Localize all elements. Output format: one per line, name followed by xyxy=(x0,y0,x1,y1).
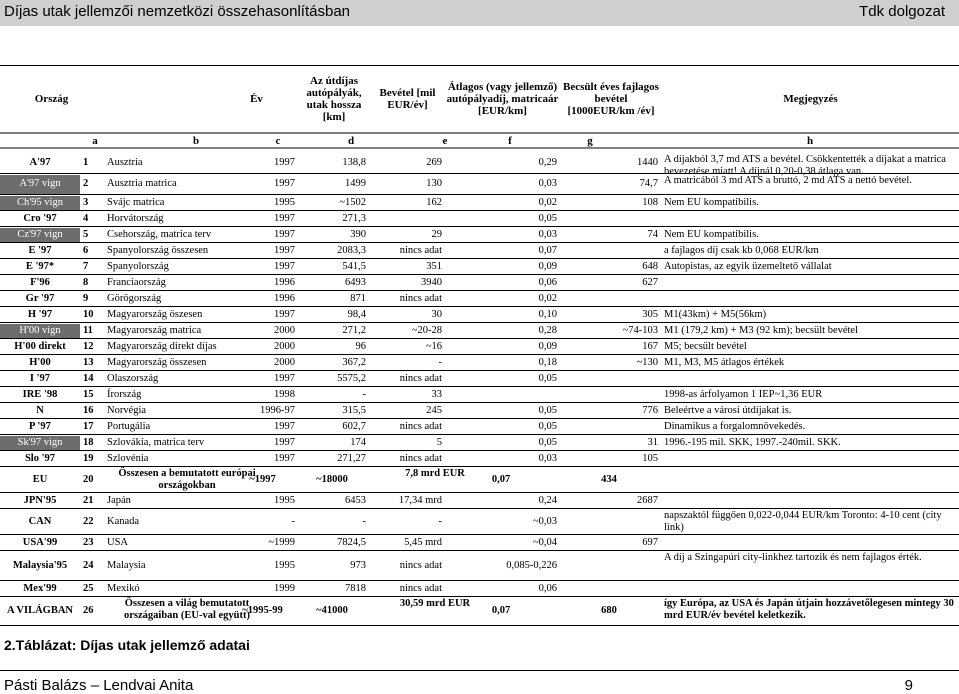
row-country: Magyarország öszesen xyxy=(107,308,203,320)
row-note: A matricából 3 md ATS a bruttó, 2 md ATS a nettó bevétel. xyxy=(664,175,912,186)
row-year: 1997 xyxy=(274,420,295,432)
row-number: 11 xyxy=(83,324,93,336)
row-revenue: 269 xyxy=(426,157,442,168)
row-income: 2687 xyxy=(637,494,658,506)
row-number: 19 xyxy=(83,452,94,464)
row-revenue: 30 xyxy=(431,308,442,320)
row-length: 541,5 xyxy=(342,260,366,272)
row-code: E '97 xyxy=(28,244,52,256)
row-fee: 0,02 xyxy=(538,292,557,304)
row-note: Nem EU kompatibilis. xyxy=(664,228,759,240)
row-year: 1996 xyxy=(274,292,295,304)
row-number: 9 xyxy=(83,292,89,304)
row-income: ~74-103 xyxy=(622,324,658,336)
row-length: ~1502 xyxy=(339,196,366,208)
row-revenue: nincs adat xyxy=(399,420,442,432)
toll-roads-table xyxy=(0,65,959,633)
row-year: ~1997 xyxy=(249,473,276,485)
row-fee: 0,06 xyxy=(538,276,557,288)
row-year: 1997 xyxy=(274,372,295,384)
row-number: 18 xyxy=(83,436,94,448)
row-fee: 0,06 xyxy=(538,582,557,594)
row-length: 271,2 xyxy=(342,324,366,336)
row-number: 21 xyxy=(83,494,94,506)
row-year: 1997 xyxy=(274,308,295,320)
row-code: EU xyxy=(32,473,48,485)
row-year: 2000 xyxy=(274,356,295,368)
row-fee: 0,09 xyxy=(538,260,557,272)
row-length: 6453 xyxy=(345,494,366,506)
row-fee: 0,05 xyxy=(538,436,557,448)
column-header: Ország xyxy=(34,93,69,105)
row-fee: 0,05 xyxy=(538,372,557,384)
row-income: 305 xyxy=(642,308,658,320)
row-country: Franciaország xyxy=(107,276,166,288)
row-country: Szlovénia xyxy=(107,452,149,464)
row-country: Ausztria xyxy=(107,157,143,168)
row-code: Sk'97 vign xyxy=(17,436,63,448)
row-number: 17 xyxy=(83,420,94,432)
row-length: 96 xyxy=(355,340,366,352)
column-header: Átlagos (vagy jellemző) autópályadíj, matricaár [EUR/km] xyxy=(446,81,559,117)
row-length: 5575,2 xyxy=(337,372,366,384)
row-revenue: 245 xyxy=(426,404,442,416)
row-note: 1996.-195 mil. SKK, 1997.-240mil. SKK. xyxy=(664,436,841,448)
column-header: Becsült éves fajlagos bevétel [1000EUR/km /év] xyxy=(563,81,659,117)
row-note: Nem EU kompatibilis. xyxy=(664,196,759,208)
row-revenue: nincs adat xyxy=(399,244,442,256)
row-number: 13 xyxy=(83,356,94,368)
column-header: Bevétel [mil EUR/év] xyxy=(379,87,436,111)
header-title: Díjas utak jellemzői nemzetközi összehasonlításban xyxy=(4,3,351,20)
row-code: USA'99 xyxy=(22,536,58,548)
row-number: 5 xyxy=(83,228,89,240)
row-number: 23 xyxy=(83,536,94,548)
row-country: Ausztria matrica xyxy=(107,178,177,189)
row-income: 74 xyxy=(647,228,658,240)
row-code: JPN'95 xyxy=(23,494,57,506)
row-note: így Európa, az USA és Japán útjain hozzávetőlegesen mintegy 30 mrd EUR/év bevétel keletkezik. xyxy=(664,598,954,621)
row-year: 1996-97 xyxy=(260,404,295,416)
row-income: 697 xyxy=(642,536,658,548)
row-number: 14 xyxy=(83,372,94,384)
row-country: Horvátország xyxy=(107,212,164,224)
row-revenue: 33 xyxy=(431,388,442,400)
row-country: Magyarország matrica xyxy=(107,324,202,336)
row-note: M1, M3, M5 átlagos értékek xyxy=(664,356,785,368)
row-income: 776 xyxy=(642,404,658,416)
row-income: 627 xyxy=(642,276,658,288)
row-country: Spanyolország xyxy=(107,260,169,272)
row-country: Kanada xyxy=(107,515,140,527)
row-revenue: nincs adat xyxy=(399,582,442,594)
footer-authors: Pásti Balázs – Lendvai Anita xyxy=(4,677,194,694)
row-length: 871 xyxy=(350,292,366,304)
row-number: 20 xyxy=(83,473,94,485)
row-year: 1997 xyxy=(274,157,295,168)
row-length: 98,4 xyxy=(347,308,366,320)
row-length: 390 xyxy=(350,228,366,240)
row-year: ~1995-99 xyxy=(242,605,283,616)
row-revenue: 17,34 mrd xyxy=(398,494,442,506)
row-year: 1997 xyxy=(274,212,295,224)
column-header: Megjegyzés xyxy=(783,93,838,105)
row-revenue: nincs adat xyxy=(399,292,442,304)
row-fee: 0,085-0,226 xyxy=(506,559,557,571)
row-number: 22 xyxy=(83,515,94,527)
row-note: 1998-as árfolyamon 1 IEP~1,36 EUR xyxy=(664,388,823,400)
row-country: Olaszország xyxy=(107,372,159,384)
row-number: 12 xyxy=(83,340,94,352)
row-year: 1995 xyxy=(274,559,295,571)
row-note: A díjakból 3,7 md ATS a bevétel. Csökkentették a díjakat a matrica bevezetése miatt! A díjnál 0,20-0,38 átlaga van. xyxy=(664,154,946,177)
row-length: 138,8 xyxy=(342,157,366,168)
row-year: 1997 xyxy=(274,228,295,240)
row-fee: 0,05 xyxy=(538,404,557,416)
row-note: A díj a Szingapúri city-linkhez tartozik és nem fajlagos érték. xyxy=(664,552,922,563)
row-code: A'97 xyxy=(29,157,51,168)
row-income: ~130 xyxy=(636,356,658,368)
row-length: 271,27 xyxy=(337,452,366,464)
row-fee: 0,29 xyxy=(538,157,557,168)
row-year: 1997 xyxy=(274,436,295,448)
page-number: 9 xyxy=(904,677,913,694)
row-revenue: 162 xyxy=(426,196,442,208)
column-letter: a xyxy=(92,135,98,147)
row-number: 16 xyxy=(83,404,94,416)
row-fee: 0,07 xyxy=(491,473,511,485)
row-number: 24 xyxy=(83,559,94,571)
row-length: 2083,3 xyxy=(337,244,366,256)
row-revenue: nincs adat xyxy=(399,452,442,464)
row-year: - xyxy=(291,515,295,527)
row-country: Csehország, matrica terv xyxy=(107,228,212,240)
row-code: IRE '98 xyxy=(22,388,58,400)
row-country: Spanyolország összesen xyxy=(107,244,209,256)
row-code: H'00 vign xyxy=(19,324,61,336)
row-country: Svájc matrica xyxy=(107,196,165,208)
row-number: 6 xyxy=(83,244,89,256)
row-fee: 0,05 xyxy=(538,212,557,224)
row-revenue: - xyxy=(438,356,442,368)
row-length: ~41000 xyxy=(316,605,348,616)
row-number: 4 xyxy=(83,212,89,224)
page-header xyxy=(0,0,959,26)
row-year: ~1999 xyxy=(268,536,295,548)
row-country: Szlovákia, matrica terv xyxy=(107,436,205,448)
row-country: Japán xyxy=(107,494,131,506)
row-country: Összesen a világ bemutatott országaiban (EU-val együtt) xyxy=(124,598,250,621)
row-fee: ~0,04 xyxy=(532,536,557,548)
column-letter: g xyxy=(587,135,593,147)
row-code: H'00 direkt xyxy=(14,340,66,352)
row-year: 2000 xyxy=(274,340,295,352)
page-footer xyxy=(0,670,959,694)
row-length: 367,2 xyxy=(342,356,366,368)
row-number: 26 xyxy=(83,605,94,616)
row-income: 648 xyxy=(642,260,658,272)
row-note: M1 (179,2 km) + M3 (92 km); becsült bevétel xyxy=(664,324,859,336)
row-country: Magyarország összesen xyxy=(107,356,207,368)
column-letter: c xyxy=(275,135,281,147)
column-letter: h xyxy=(806,135,814,147)
row-length: 602,7 xyxy=(342,420,366,432)
row-revenue: nincs adat xyxy=(399,372,442,384)
row-number: 3 xyxy=(83,196,89,208)
row-income: 108 xyxy=(642,196,658,208)
row-length: 7824,5 xyxy=(337,536,366,548)
row-revenue: 351 xyxy=(426,260,442,272)
row-length: 271,3 xyxy=(342,212,366,224)
row-year: 1995 xyxy=(274,196,295,208)
row-country: Görögország xyxy=(107,292,162,304)
row-year: 1997 xyxy=(274,178,295,189)
row-country: Mexikó xyxy=(107,582,140,594)
row-revenue: 3940 xyxy=(421,276,442,288)
column-letter: b xyxy=(192,135,200,147)
row-income: 31 xyxy=(647,436,658,448)
row-code: F'96 xyxy=(30,276,50,288)
row-number: 7 xyxy=(83,260,89,272)
column-header: Év xyxy=(250,93,263,105)
row-length: 6493 xyxy=(345,276,366,288)
row-code: H'00 xyxy=(29,356,51,368)
header-doc-type: Tdk dolgozat xyxy=(859,3,945,20)
row-number: 15 xyxy=(83,388,94,400)
row-country: Portugália xyxy=(107,420,151,432)
row-country: Malaysia xyxy=(107,559,146,571)
row-fee: 0,07 xyxy=(538,244,557,256)
row-revenue: 7,8 mrd EUR xyxy=(405,468,465,479)
row-number: 10 xyxy=(83,308,94,320)
column-letter: f xyxy=(508,135,512,147)
row-revenue: 29 xyxy=(431,228,442,240)
row-code: Cz'97 vign xyxy=(17,228,63,240)
row-fee: 0,28 xyxy=(538,324,557,336)
row-note: Dinamikus a forgalomnövekedés. xyxy=(664,420,806,432)
row-code: E '97* xyxy=(25,260,55,272)
row-code: Slo '97 xyxy=(24,452,56,464)
row-fee: 0,09 xyxy=(538,340,557,352)
row-code: Malaysia'95 xyxy=(12,559,68,571)
row-length: 973 xyxy=(350,559,366,571)
row-code: A VILÁGBAN xyxy=(6,605,74,616)
row-code: CAN xyxy=(28,515,52,527)
row-country: Magyarország direkt díjas xyxy=(107,340,217,352)
row-country: USA xyxy=(107,536,129,548)
table-caption: 2.Táblázat: Díjas utak jellemző adatai xyxy=(4,637,250,653)
row-fee: 0,10 xyxy=(538,308,557,320)
column-letter: e xyxy=(442,135,448,147)
row-code: Cro '97 xyxy=(23,212,57,224)
row-revenue: 30,59 mrd EUR xyxy=(399,598,471,609)
row-income: 167 xyxy=(642,340,658,352)
row-number: 8 xyxy=(83,276,89,288)
row-note: M1(43km) + M5(56km) xyxy=(664,308,767,320)
row-number: 2 xyxy=(83,178,89,189)
row-note: M5; becsült bevétel xyxy=(664,340,747,352)
row-country: Írország xyxy=(107,388,142,400)
row-year: 1999 xyxy=(274,582,295,594)
row-length: 315,5 xyxy=(342,404,366,416)
row-year: 1995 xyxy=(274,494,295,506)
row-length: 7818 xyxy=(345,582,366,594)
row-code: N xyxy=(36,404,44,416)
row-code: P '97 xyxy=(29,420,51,432)
row-year: 2000 xyxy=(274,324,295,336)
row-code: Mex'99 xyxy=(23,582,57,594)
row-year: 1997 xyxy=(274,244,295,256)
row-code: A'97 vign xyxy=(19,178,61,189)
row-revenue: ~20-28 xyxy=(411,324,442,336)
row-length: - xyxy=(362,515,366,527)
row-revenue: 130 xyxy=(426,178,442,189)
row-length: - xyxy=(362,388,366,400)
row-fee: 0,18 xyxy=(538,356,557,368)
row-number: 1 xyxy=(83,157,89,168)
row-revenue: - xyxy=(438,515,442,527)
row-year: 1998 xyxy=(274,388,295,400)
column-letter: d xyxy=(347,135,355,147)
row-fee: 0,07 xyxy=(491,605,511,616)
row-country: Összesen a bemutatott európai országokban xyxy=(118,468,256,491)
row-year: 1996 xyxy=(274,276,295,288)
row-fee: 0,03 xyxy=(538,452,557,464)
row-revenue: 5,45 mrd xyxy=(404,536,442,548)
row-income: 1440 xyxy=(637,157,658,168)
row-income: 680 xyxy=(601,605,617,616)
row-fee: 0,02 xyxy=(538,196,557,208)
column-header: Az útdíjas autópályák, utak hossza [km] xyxy=(306,75,362,123)
row-length: 174 xyxy=(350,436,366,448)
row-length: 1499 xyxy=(345,178,366,189)
row-number: 25 xyxy=(83,582,94,594)
row-revenue: nincs adat xyxy=(399,559,442,571)
row-income: 434 xyxy=(601,473,617,485)
row-revenue: ~16 xyxy=(425,340,442,352)
row-country: Norvégia xyxy=(107,404,147,416)
row-note: napszaktól függően 0,022-0,044 EUR/km Toronto: 4-10 cent (city link) xyxy=(664,510,942,533)
row-fee: 0,03 xyxy=(538,178,557,189)
row-code: H '97 xyxy=(27,308,53,320)
row-fee: 0,03 xyxy=(538,228,557,240)
row-year: 1997 xyxy=(274,452,295,464)
row-fee: 0,24 xyxy=(538,494,557,506)
row-fee: 0,05 xyxy=(538,420,557,432)
row-year: 1997 xyxy=(274,260,295,272)
row-note: Beleértve a városi útdíjakat is. xyxy=(664,404,792,416)
row-code: Gr '97 xyxy=(25,292,55,304)
row-code: I '97 xyxy=(29,372,51,384)
row-fee: ~0,03 xyxy=(532,515,557,527)
row-income: 74,7 xyxy=(639,178,658,189)
row-code: Ch'95 vign xyxy=(17,196,63,208)
row-income: 105 xyxy=(642,452,658,464)
row-note: Autopistas, az egyik üzemeltető vállalat xyxy=(664,260,832,272)
row-note: a fajlagos díj csak kb 0,068 EUR/km xyxy=(664,244,819,256)
row-length: ~18000 xyxy=(316,473,348,485)
row-revenue: 5 xyxy=(436,436,442,448)
